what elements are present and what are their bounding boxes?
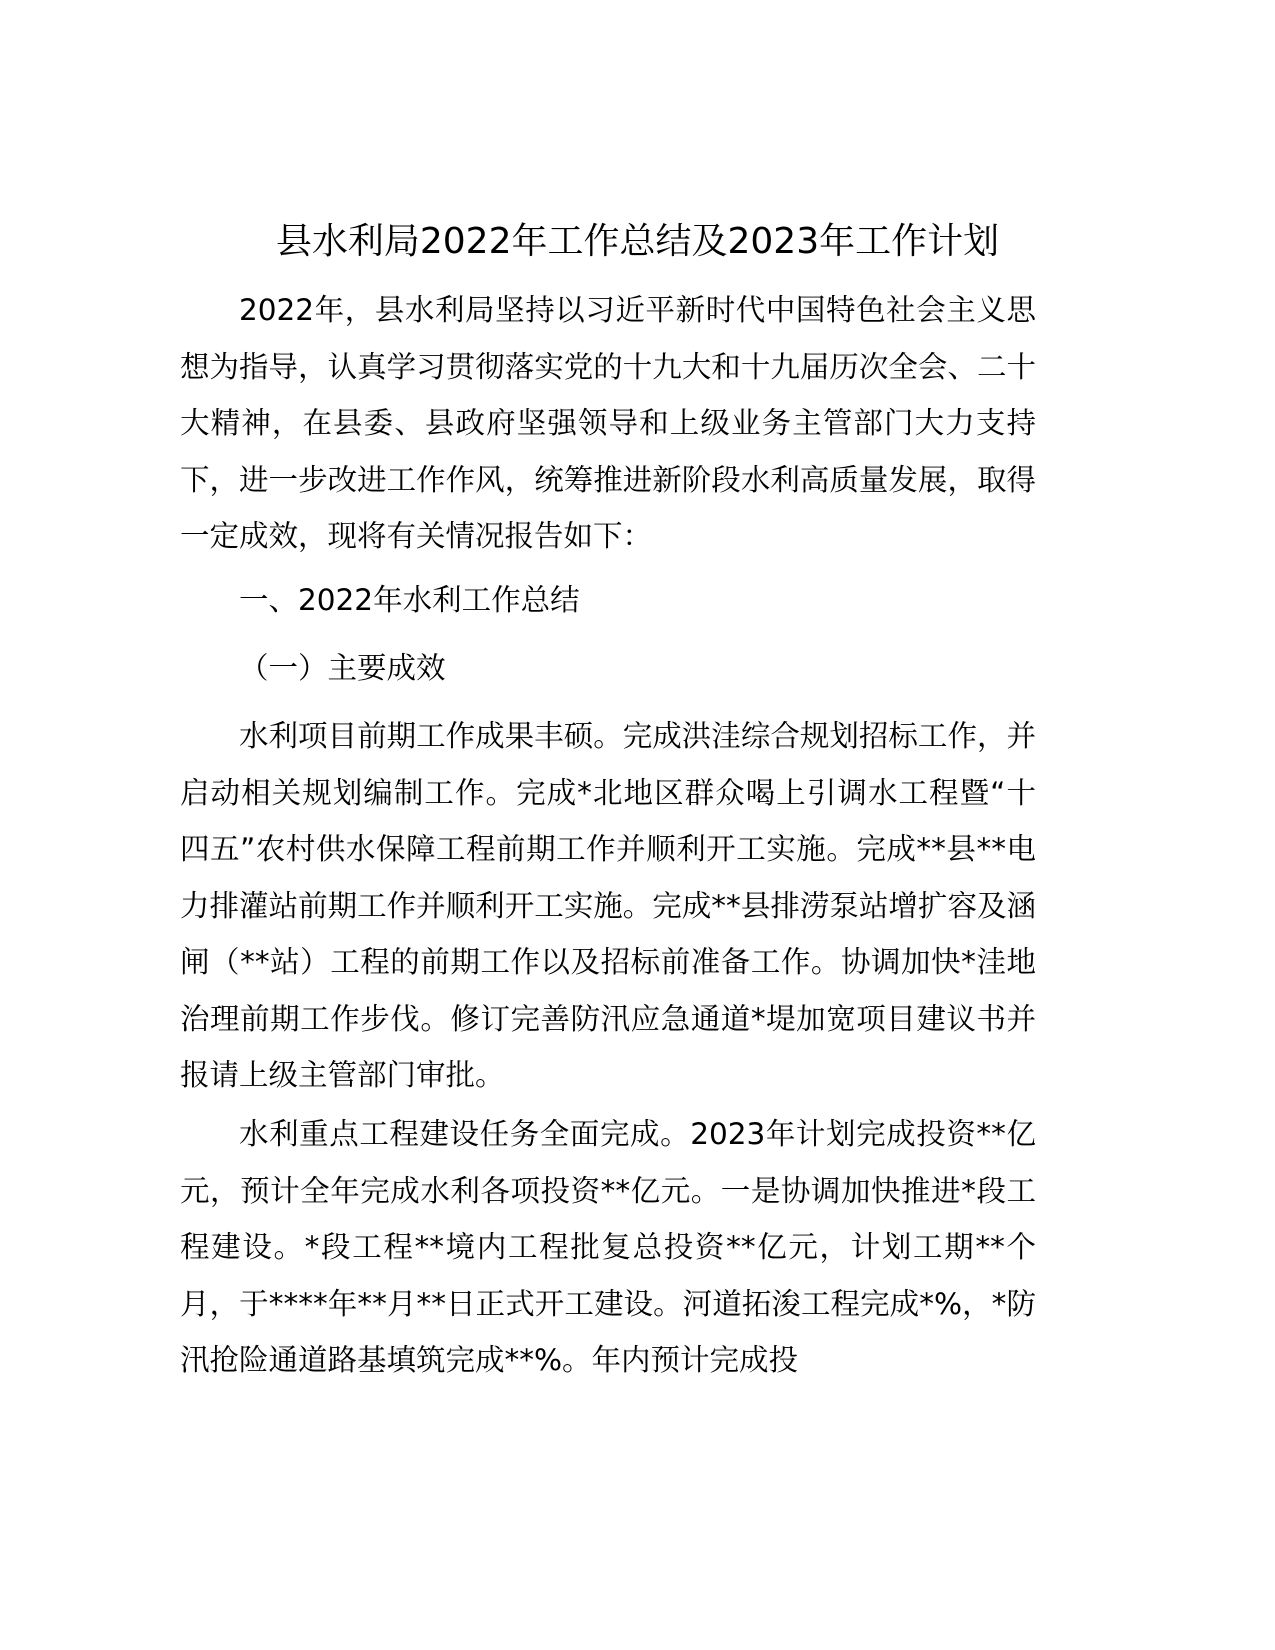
section-heading: 一、2022年水利工作总结 [239, 583, 580, 617]
paragraph-block-1 [180, 708, 1036, 1104]
subsection-heading-block [180, 640, 1036, 697]
body-paragraph: 水利项目前期工作成果丰硕。完成洪洼综合规划招标工作，并启动相关规划编制工作。完成*北地区群众喝上引调水工程暨“十四五”农村供水保障工程前期工作并顺利开工实施。完成**县**电力排灌站前期工作并顺利开工实施。完成**县排涝泵站增扩容及涵闸（**站）工程的前期工作以及招标前准备工作。协调加快*洼地治理前期工作步伐。修订完善防汛应急通道*堤加宽项目建议书并报请上级主管部门审批。 [180, 719, 1036, 1092]
body-paragraph: 水利重点工程建设任务全面完成。2023年计划完成投资**亿元，预计全年完成水利各项投资**亿元。一是协调加快推进*段工程建设。*段工程**境内工程批复总投资**亿元，计划工期**个月，于****年**月**日正式开工建设。河道拓浚工程完成*%，*防汛抢险通道路基填筑完成**%。年内预计完成投 [180, 1117, 1036, 1377]
section-heading-block [180, 572, 1036, 629]
intro-paragraph-block [180, 282, 1036, 565]
paragraph-block-2 [180, 1106, 1036, 1389]
intro-paragraph: 2022年，县水利局坚持以习近平新时代中国特色社会主义思想为指导，认真学习贯彻落实党的十九大和十九届历次全会、二十大精神，在县委、县政府坚强领导和上级业务主管部门大力支持下，进一步改进工作作风，统筹推进新阶段水利高质量发展，取得一定成效，现将有关情况报告如下： [180, 293, 1036, 553]
document-title: 县水利局2022年工作总结及2023年工作计划 [275, 221, 1000, 262]
subsection-heading: （一）主要成效 [239, 651, 446, 685]
